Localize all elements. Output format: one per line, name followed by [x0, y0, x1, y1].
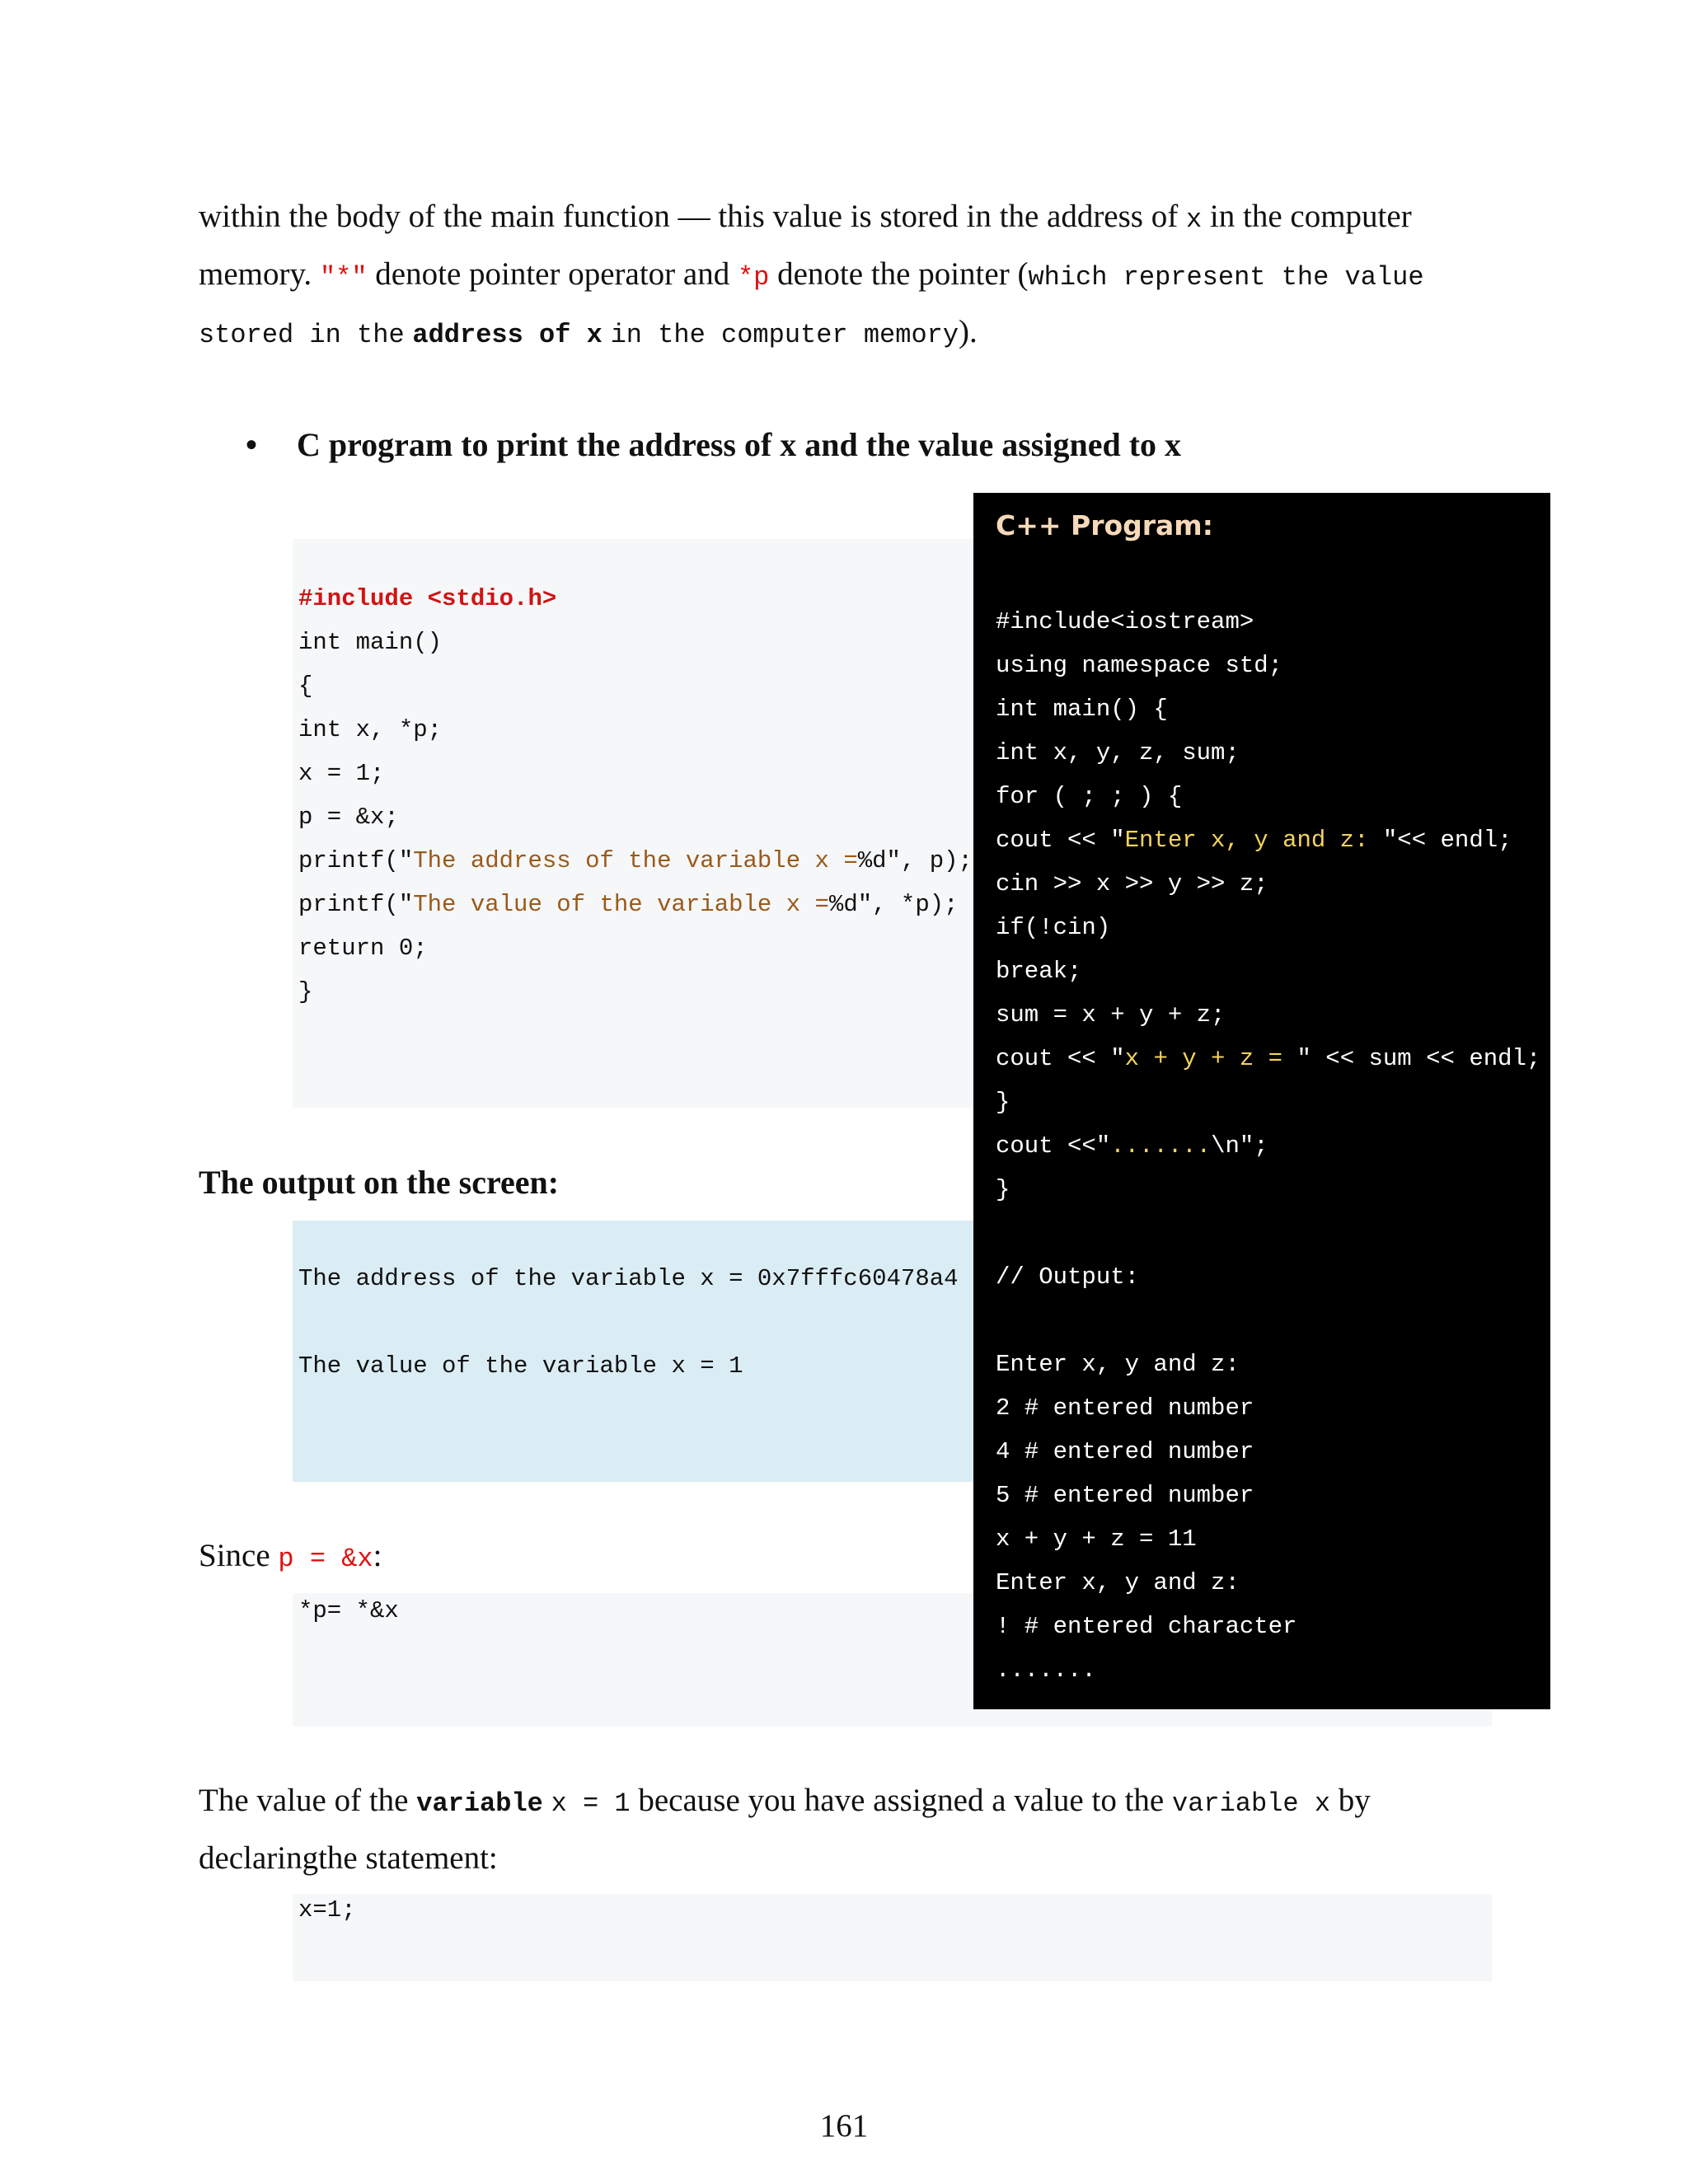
code-string: The value of the variable x =: [413, 891, 829, 918]
c-code: [298, 577, 973, 1014]
inline-code: variable x: [1171, 1788, 1331, 1819]
cpp-output-line: Enter x, y and z:: [996, 1569, 1240, 1596]
since-colon: :: [373, 1538, 382, 1573]
page-number: 161: [819, 2108, 869, 2144]
output-blank: [298, 1301, 959, 1344]
cpp-line: sum = x + y + z;: [996, 1001, 1226, 1029]
inline-code: p = &x: [278, 1544, 373, 1574]
inline-code-pointer: *p: [737, 262, 770, 293]
cpp-blank: [996, 1212, 1540, 1255]
intro-text: denote the pointer (: [777, 256, 1029, 292]
code-line: }: [298, 978, 313, 1005]
code-token: printf(": [298, 847, 414, 874]
intro-line-3: [199, 303, 1489, 364]
inline-code-bold: variable: [416, 1788, 543, 1819]
cpp-line-include: #include<iostream>: [996, 608, 1254, 635]
cpp-output-line: x + y + z = 11: [996, 1526, 1197, 1553]
code-line: x=1;: [298, 1896, 356, 1924]
para-text: by: [1338, 1783, 1371, 1818]
inline-code: x: [1185, 204, 1203, 235]
code-token: cout << ": [996, 827, 1125, 854]
code-line-include: #include <stdio.h>: [298, 585, 557, 612]
deref-code: [298, 1589, 399, 1633]
code-string: The address of the variable x =: [413, 847, 858, 874]
cpp-line: }: [996, 1176, 1010, 1203]
code-token: "<< endl;: [1382, 827, 1512, 854]
cpp-line-cout: [996, 1037, 1540, 1080]
code-token: %d", p);: [857, 847, 973, 874]
since-line: [199, 1531, 382, 1584]
since-text: Since: [199, 1538, 270, 1573]
cpp-program-panel: [973, 493, 1550, 1709]
cpp-output-line: .......: [996, 1657, 1096, 1684]
intro-line-1: [199, 188, 1489, 249]
code-token: cout <<": [996, 1132, 1111, 1160]
para-text: because you have assigned a value to the: [638, 1783, 1165, 1818]
inline-code: in the computer memory: [610, 320, 959, 350]
inline-code: stored in the: [199, 320, 405, 350]
code-line: p = &x;: [298, 804, 399, 831]
assign-code-block: [293, 1894, 1492, 1981]
code-line: return 0;: [298, 935, 428, 962]
bullet-symbol: •: [246, 426, 258, 463]
code-line-printf: [298, 839, 973, 883]
code-string: .......: [1110, 1132, 1212, 1160]
code-line: *p= *&x: [298, 1597, 399, 1624]
code-token: cout << ": [996, 1045, 1125, 1072]
cpp-line: cin >> x >> y >> z;: [996, 870, 1268, 898]
intro-text: denote pointer operator and: [375, 256, 730, 292]
intro-line-2: [199, 246, 1489, 307]
inline-code-operator: "*": [319, 262, 368, 293]
code-line: {: [298, 673, 313, 700]
cpp-line: if(!cin): [996, 914, 1111, 941]
code-line: int main(): [298, 629, 443, 656]
cpp-title: C++ Program:: [996, 509, 1213, 541]
cpp-output-line: 2 # entered number: [996, 1394, 1254, 1422]
code-line-printf: [298, 883, 973, 926]
cpp-output-line: 5 # entered number: [996, 1482, 1254, 1509]
cpp-line-cout: [996, 818, 1540, 862]
cpp-line-using: using namespace std;: [996, 652, 1283, 679]
cpp-line-cout: [996, 1124, 1540, 1168]
code-string: Enter x, y and z:: [1124, 827, 1383, 854]
value-para-line-2: declaringthe statement:: [199, 1840, 498, 1876]
intro-text: ).: [959, 314, 978, 349]
intro-text: within the body of the main function — this value is stored in the address of: [199, 199, 1179, 234]
cpp-output-line: Enter x, y and z:: [996, 1351, 1240, 1378]
cpp-code: [996, 600, 1540, 1692]
cpp-line: int x, y, z, sum;: [996, 739, 1240, 766]
output-heading: The output on the screen:: [199, 1164, 560, 1201]
cpp-line: for ( ; ; ) {: [996, 783, 1183, 810]
code-token: %d", *p);: [828, 891, 959, 918]
cpp-blank: [996, 1299, 1540, 1343]
code-line: int x, *p;: [298, 716, 443, 743]
inline-code: which represent the value: [1028, 262, 1424, 293]
inline-code-bold: address of x: [412, 320, 603, 350]
intro-text: in the computer: [1209, 199, 1412, 234]
output-line: The value of the variable x = 1: [298, 1352, 743, 1380]
output-text: [298, 1257, 959, 1388]
code-token: \n";: [1211, 1132, 1268, 1160]
cpp-output-line: 4 # entered number: [996, 1438, 1254, 1465]
section-heading: C program to print the address of x and the value assigned to x: [297, 426, 1182, 463]
code-line: x = 1;: [298, 760, 385, 787]
para-text: The value of the: [199, 1783, 409, 1818]
cpp-line: int main() {: [996, 696, 1168, 723]
code-token: printf(": [298, 891, 414, 918]
cpp-comment: // Output:: [996, 1263, 1140, 1291]
output-line: The address of the variable x = 0x7fffc60478a4: [298, 1265, 959, 1292]
code-string: x + y + z =: [1124, 1045, 1297, 1072]
code-token: " << sum << endl;: [1296, 1045, 1541, 1072]
assign-code: [298, 1888, 356, 1932]
cpp-output-line: ! # entered character: [996, 1613, 1297, 1640]
inline-code: x = 1: [551, 1788, 631, 1819]
cpp-line: break;: [996, 958, 1082, 985]
intro-text: memory.: [199, 256, 312, 292]
value-para-line-1: [199, 1772, 1489, 1833]
cpp-line: }: [996, 1089, 1010, 1116]
